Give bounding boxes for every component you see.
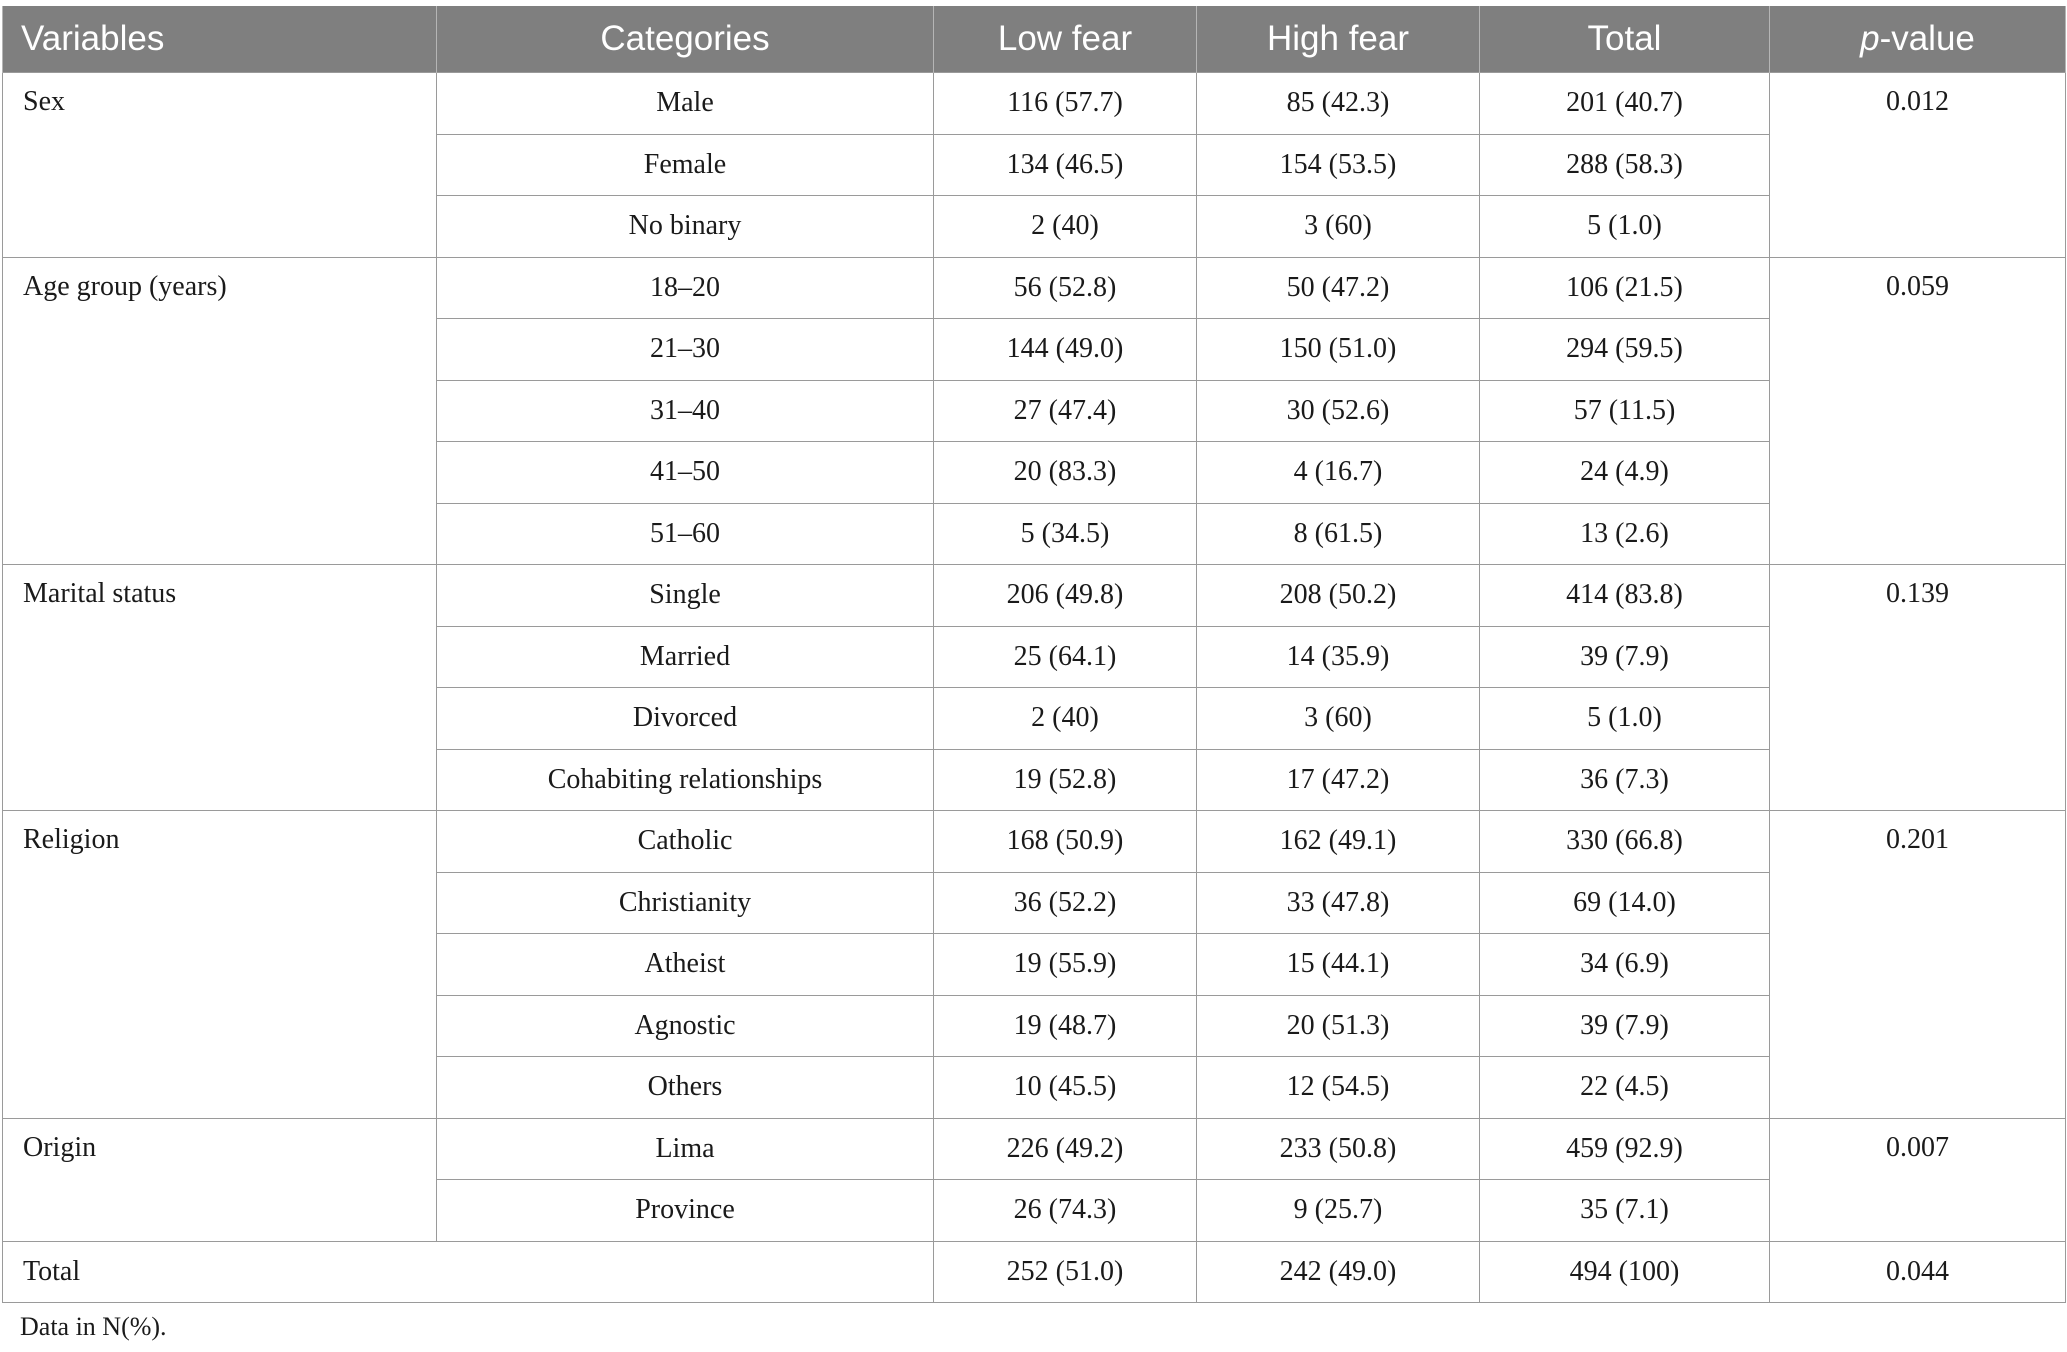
category-cell: Atheist (437, 934, 934, 996)
table-row (3, 1118, 2066, 1180)
low-fear-cell: 19 (55.9) (934, 934, 1197, 996)
category-cell: Male (437, 73, 934, 135)
high-fear-cell: 8 (61.5) (1197, 503, 1480, 565)
variable-cell: Religion (3, 811, 437, 1119)
table-footnote: Data in N(%). (20, 1312, 167, 1341)
high-fear-cell: 15 (44.1) (1197, 934, 1480, 996)
variable-cell: Origin (3, 1118, 437, 1241)
high-fear-cell: 154 (53.5) (1197, 134, 1480, 196)
low-fear-cell: 19 (52.8) (934, 749, 1197, 811)
table-row (3, 811, 2066, 873)
category-cell: Married (437, 626, 934, 688)
total-cell: 459 (92.9) (1480, 1118, 1770, 1180)
category-cell: No binary (437, 196, 934, 258)
total-row-label: Total (3, 1241, 934, 1303)
table-header (3, 6, 2066, 73)
category-cell: Divorced (437, 688, 934, 750)
total-cell: 13 (2.6) (1480, 503, 1770, 565)
category-cell: 31–40 (437, 380, 934, 442)
table-row (3, 257, 2066, 319)
high-fear-cell: 85 (42.3) (1197, 73, 1480, 135)
p-value-cell: 0.139 (1770, 565, 2066, 811)
total-cell: 39 (7.9) (1480, 995, 1770, 1057)
total-cell: 39 (7.9) (1480, 626, 1770, 688)
total-cell: 22 (4.5) (1480, 1057, 1770, 1119)
low-fear-cell: 36 (52.2) (934, 872, 1197, 934)
category-cell: 18–20 (437, 257, 934, 319)
total-low-fear-cell: 252 (51.0) (934, 1241, 1197, 1303)
category-cell: 21–30 (437, 319, 934, 381)
header-high-fear: High fear (1197, 6, 1480, 73)
total-cell: 330 (66.8) (1480, 811, 1770, 873)
variable-cell: Age group (years) (3, 257, 437, 565)
category-cell: Christianity (437, 872, 934, 934)
low-fear-cell: 2 (40) (934, 688, 1197, 750)
high-fear-cell: 20 (51.3) (1197, 995, 1480, 1057)
low-fear-cell: 226 (49.2) (934, 1118, 1197, 1180)
low-fear-cell: 20 (83.3) (934, 442, 1197, 504)
high-fear-cell: 33 (47.8) (1197, 872, 1480, 934)
category-cell: Single (437, 565, 934, 627)
header-p-suffix: -value (1879, 19, 1975, 58)
p-value-cell: 0.201 (1770, 811, 2066, 1119)
category-cell: Cohabiting relationships (437, 749, 934, 811)
header-categories: Categories (437, 6, 934, 73)
high-fear-cell: 50 (47.2) (1197, 257, 1480, 319)
total-cell: 69 (14.0) (1480, 872, 1770, 934)
high-fear-cell: 9 (25.7) (1197, 1180, 1480, 1242)
table-body (3, 73, 2066, 1303)
high-fear-cell: 17 (47.2) (1197, 749, 1480, 811)
total-cell: 106 (21.5) (1480, 257, 1770, 319)
header-low-fear: Low fear (934, 6, 1197, 73)
category-cell: Agnostic (437, 995, 934, 1057)
low-fear-cell: 27 (47.4) (934, 380, 1197, 442)
data-table (2, 6, 2066, 1303)
total-high-fear-cell: 242 (49.0) (1197, 1241, 1480, 1303)
category-cell: Province (437, 1180, 934, 1242)
low-fear-cell: 19 (48.7) (934, 995, 1197, 1057)
total-row (3, 1241, 2066, 1303)
low-fear-cell: 10 (45.5) (934, 1057, 1197, 1119)
category-cell: Catholic (437, 811, 934, 873)
high-fear-cell: 4 (16.7) (1197, 442, 1480, 504)
low-fear-cell: 5 (34.5) (934, 503, 1197, 565)
category-cell: 51–60 (437, 503, 934, 565)
header-variables: Variables (3, 6, 437, 73)
high-fear-cell: 12 (54.5) (1197, 1057, 1480, 1119)
total-total-cell: 494 (100) (1480, 1241, 1770, 1303)
table-row (3, 565, 2066, 627)
high-fear-cell: 150 (51.0) (1197, 319, 1480, 381)
low-fear-cell: 206 (49.8) (934, 565, 1197, 627)
low-fear-cell: 2 (40) (934, 196, 1197, 258)
variable-cell: Marital status (3, 565, 437, 811)
high-fear-cell: 233 (50.8) (1197, 1118, 1480, 1180)
data-table-container (2, 6, 2065, 1303)
category-cell: Lima (437, 1118, 934, 1180)
low-fear-cell: 25 (64.1) (934, 626, 1197, 688)
low-fear-cell: 144 (49.0) (934, 319, 1197, 381)
total-cell: 24 (4.9) (1480, 442, 1770, 504)
total-cell: 5 (1.0) (1480, 688, 1770, 750)
header-p-letter: p (1860, 19, 1880, 58)
total-cell: 5 (1.0) (1480, 196, 1770, 258)
header-p-value (1770, 6, 2066, 73)
high-fear-cell: 3 (60) (1197, 688, 1480, 750)
low-fear-cell: 134 (46.5) (934, 134, 1197, 196)
low-fear-cell: 56 (52.8) (934, 257, 1197, 319)
header-total: Total (1480, 6, 1770, 73)
category-cell: 41–50 (437, 442, 934, 504)
p-value-cell: 0.012 (1770, 73, 2066, 258)
p-value-cell: 0.059 (1770, 257, 2066, 565)
low-fear-cell: 26 (74.3) (934, 1180, 1197, 1242)
total-cell: 414 (83.8) (1480, 565, 1770, 627)
total-cell: 36 (7.3) (1480, 749, 1770, 811)
header-row (3, 6, 2066, 73)
category-cell: Others (437, 1057, 934, 1119)
high-fear-cell: 14 (35.9) (1197, 626, 1480, 688)
total-cell: 294 (59.5) (1480, 319, 1770, 381)
total-p-value-cell: 0.044 (1770, 1241, 2066, 1303)
total-cell: 201 (40.7) (1480, 73, 1770, 135)
high-fear-cell: 30 (52.6) (1197, 380, 1480, 442)
total-cell: 57 (11.5) (1480, 380, 1770, 442)
high-fear-cell: 3 (60) (1197, 196, 1480, 258)
low-fear-cell: 116 (57.7) (934, 73, 1197, 135)
total-cell: 288 (58.3) (1480, 134, 1770, 196)
variable-cell: Sex (3, 73, 437, 258)
total-cell: 34 (6.9) (1480, 934, 1770, 996)
p-value-cell: 0.007 (1770, 1118, 2066, 1241)
total-cell: 35 (7.1) (1480, 1180, 1770, 1242)
high-fear-cell: 208 (50.2) (1197, 565, 1480, 627)
category-cell: Female (437, 134, 934, 196)
high-fear-cell: 162 (49.1) (1197, 811, 1480, 873)
low-fear-cell: 168 (50.9) (934, 811, 1197, 873)
table-row (3, 73, 2066, 135)
